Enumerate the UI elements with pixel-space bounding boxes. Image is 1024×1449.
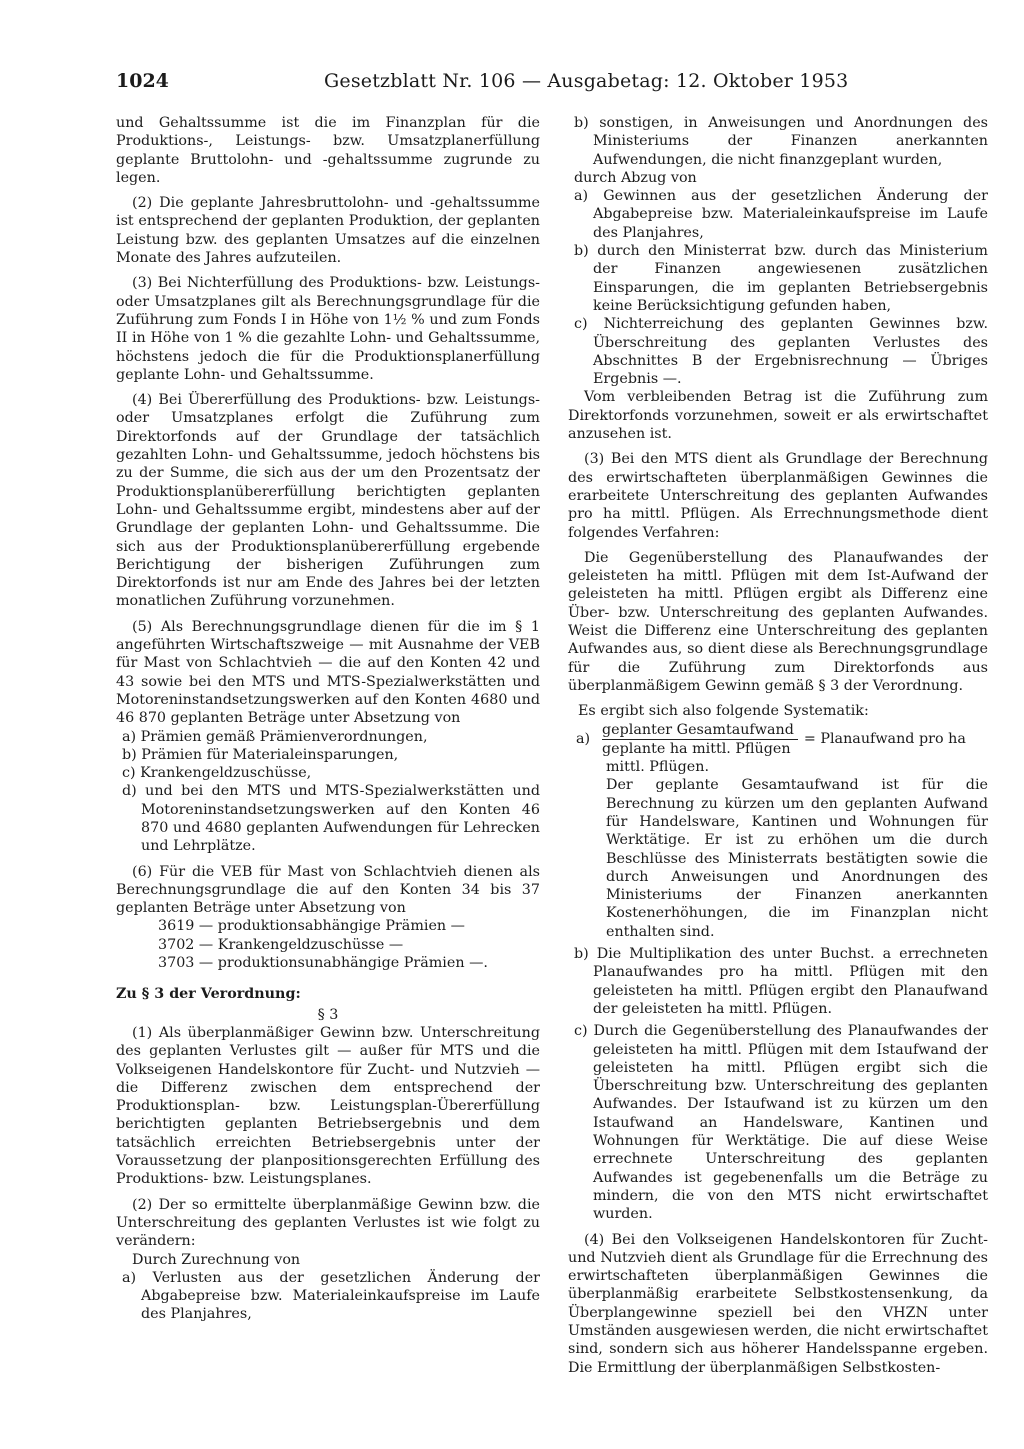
paragraph: Es ergibt sich also folgende Systematik: <box>578 703 869 720</box>
formula-result: = Planaufwand pro ha <box>803 731 966 748</box>
fraction-numerator: geplanter Gesamtaufwand <box>602 721 798 740</box>
account-line: 3703 — produktionsunabhängige Prämien —. <box>158 955 488 972</box>
list-item: d) und bei den MTS und MTS-Spezialwerkstätten und Motoreninstandsetzungswerken auf den Konten 46 870 und 4680 geplanten Aufwendungen für Lehrecken und Lehrplätze. <box>122 783 540 855</box>
list-item: b) Prämien für Materialeinsparungen, <box>122 746 399 763</box>
paragraph: (4) Bei Übererfüllung des Produktions- bzw. Leistungs- oder Umsatzplanes erfolgt die Zuführung zum Direktorfonds auf der Grundlage der tatsächlich gezahlten Lohn- und Gehaltssumme, jedoch höchstens bis zu der Summe, die sich aus der um den Prozentsatz der Produktionsplanübererfüllung berichtigten geplanten Lohn- und Gehaltssumme ergibt, mindestens aber auf der Grundlage der geplanten Lohn- und Gehaltssumme. Die sich aus der Produktionsplanübererfüllung ergebende Berichtigung der bisherigen Zuführungen zum Direktorfonds ist nur am Ende des Jahres bei der letzten monatlichen Zuführung vorzunehmen. <box>116 392 540 610</box>
section-heading: Zu § 3 der Verordnung: <box>116 986 301 1003</box>
section-number: § 3 <box>317 1006 339 1023</box>
fraction-denominator: geplante ha mittl. Pflügen <box>602 740 791 757</box>
list-item: b) durch den Ministerrat bzw. durch das Ministerium der Finanzen angewiesenen zusätzlichen Einsparungen, die im geplanten Betriebsergebnis keine Berücksichtigung gefunden haben, <box>574 243 988 314</box>
paragraph: (3) Bei den MTS dient als Grundlage der Berechnung des erwirtschafteten überplanmäßigen Gewinnes die erarbeitete Unterschreitung des geplanten Aufwandes pro ha mittl. Pflügen. Als Errechnungsmethode dient folgendes Verfahren: <box>568 451 988 541</box>
paragraph: (4) Bei den Volkseigenen Handelskontoren für Zucht- und Nutzvieh dient als Grundlage für die Errechnung des erwirtschafteten überplanmäßigen Gewinnes die überplanmäßig erarbeitete Selbstkostensenkung, da Überplangewinne speziell bei den VHZN unter Umständen ausgewiesen werden, die nicht erwirtschaftet sind, sondern sich aus höherer Handelsspanne ergeben. Die Ermittlung der überplanmäßigen Selbstkosten- <box>568 1231 988 1376</box>
page-header <box>116 70 994 104</box>
account-line: 3702 — Krankengeldzuschüsse — <box>158 936 404 953</box>
paragraph: durch Abzug von <box>574 169 697 186</box>
list-item: b) Die Multiplikation des unter Buchst. a errechneten Planaufwandes pro ha mittl. Pflügen mit den geleisteten ha mittl. Pflügen ergibt den Planaufwand der geleisteten ha mittl. Pflügen. <box>574 946 988 1017</box>
paragraph: mittl. Pflügen. <box>606 759 710 776</box>
paragraph: (3) Bei Nichterfüllung des Produktions- bzw. Leistungs- oder Umsatzplanes gilt als Berechnungsgrundlage für die Zuführung zum Fonds I in Höhe von 1½ % und zum Fonds II in Höhe von 1 % die gezahlte Lohn- und Gehaltssumme, höchstens jedoch die für die Produktionsplanerfüllung geplante Lohn- und Gehaltssumme. <box>116 275 540 383</box>
list-item: b) sonstigen, in Anweisungen und Anordnungen des Ministeriums der Finanzen anerkannten Aufwendungen, die nicht finanzgeplant wurden, <box>574 115 988 168</box>
paragraph: (2) Die geplante Jahresbruttolohn- und -gehaltssumme ist entsprechend der geplanten Produktion, der geplanten Leistung bzw. des geplanten Umsatzes auf die einzelnen Monate des Jahres aufzuteilen. <box>116 195 540 267</box>
page-title: Gesetzblatt Nr. 106 — Ausgabetag: 12. Oktober 1953 <box>324 70 849 92</box>
paragraph: Vom verbleibenden Betrag ist die Zuführung zum Direktorfonds vorzunehmen, soweit er als erwirtschaftet anzusehen ist. <box>568 389 988 443</box>
account-line: 3619 — produktionsabhängige Prämien — <box>158 918 465 935</box>
list-item: a) Prämien gemäß Prämienverordnungen, <box>122 728 428 745</box>
paragraph: (5) Als Berechnungsgrundlage dienen für die im § 1 angeführten Wirtschaftszweige — mit Ausnahme der VEB für Mast von Schlachtvieh — die auf den Konten 42 und 43 sowie bei den MTS und MTS-Spezialwerkstätten und Motoreninstandsetzungswerken auf den Konten 4680 und 46 870 geplanten Beträge unter Absetzung von <box>116 618 540 727</box>
paragraph: Die Gegenüberstellung des Planaufwandes der geleisteten ha mittl. Pflügen mit dem Ist-Aufwand der geleisteten ha mittl. Pflügen ergibt als Differenz eine Über- bzw. Unterschreitung des geplanten Aufwandes. Weist die Differenz eine Unterschreitung des geplanten Aufwandes aus, so dient diese als Berechnungsgrundlage für die Zuführung zum Direktorfonds aus überplanmäßigem Gewinn gemäß § 3 der Verordnung. <box>568 549 988 694</box>
paragraph: Der geplante Gesamtaufwand ist für die Berechnung zu kürzen um den geplanten Aufwand für Handelsware, Kantinen und Wohnungen für Werktätige. Er ist zu erhöhen um die durch Beschlüsse des Ministerrats bestätigten sowie die durch Anweisungen und Anordnungen des Ministeriums der Finanzen anerkannten Kostenerhöhungen, die im Finanzplan nicht enthalten sind. <box>606 777 988 940</box>
list-item: a) Gewinnen aus der gesetzlichen Änderung der Abgabepreise bzw. Materialeinkaufspreise im Laufe des Planjahres, <box>574 188 988 241</box>
list-item: c) Krankengeldzuschüsse, <box>122 765 312 782</box>
fraction <box>602 721 798 759</box>
list-item: c) Durch die Gegenüberstellung des Planaufwandes der geleisteten ha mittl. Pflügen mit dem Istaufwand der geleisteten ha mittl. Pflügen ergibt sich die Überschreitung bzw. Unterschreitung des geplanten Aufwandes. Der Istaufwand ist zu kürzen um den Istaufwand an Handelsware, Kantinen und Wohnungen für Werktätige. Die auf diese Weise errechnete Unterschreitung des geplanten Aufwandes ist gegebenenfalls um die Beträge zu mindern, die von den MTS nicht erwirtschaftet wurden. <box>574 1023 988 1223</box>
paragraph: und Gehaltssumme ist die im Finanzplan für die Produktions-, Leistungs- bzw. Umsatzplanerfüllung geplante Bruttolohn- und -gehaltssumme zugrunde zu legen. <box>116 115 540 186</box>
paragraph: (1) Als überplanmäßiger Gewinn bzw. Unterschreitung des geplanten Verlustes gilt — außer für MTS und die Volkseigenen Handelskontore für Zucht- und Nutzvieh — die Differenz zwischen dem entsprechend der Produktionsplan- bzw. Leistungsplan-Übererfüllung berichtigten geplanten Betriebsergebnis und dem tatsächlich erreichten Betriebsergebnis unter der Voraussetzung der planpositionsgerechten Erfüllung des Produktions- bzw. Leistungsplanes. <box>116 1024 540 1188</box>
paragraph: Durch Zurechnung von <box>132 1251 301 1268</box>
formula <box>568 721 988 759</box>
right-column <box>568 114 988 1377</box>
left-column <box>116 114 540 1324</box>
paragraph: (2) Der so ermittelte überplanmäßige Gewinn bzw. die Unterschreitung des geplanten Verlustes ist wie folgt zu verändern: <box>116 1196 540 1250</box>
formula-label: a) <box>576 731 591 748</box>
list-item: c) Nichterreichung des geplanten Gewinnes bzw. Überschreitung des geplanten Verlustes des Abschnittes B der Ergebnisrechnung — Übriges Ergebnis —. <box>574 316 988 388</box>
page-number: 1024 <box>116 70 169 92</box>
list-item: a) Verlusten aus der gesetzlichen Änderung der Abgabepreise bzw. Materialeinkaufspreise im Laufe des Planjahres, <box>122 1269 540 1323</box>
paragraph: (6) Für die VEB für Mast von Schlachtvieh dienen als Berechnungsgrundlage die auf den Konten 34 bis 37 geplanten Beträge unter Absetzung von <box>116 863 540 917</box>
